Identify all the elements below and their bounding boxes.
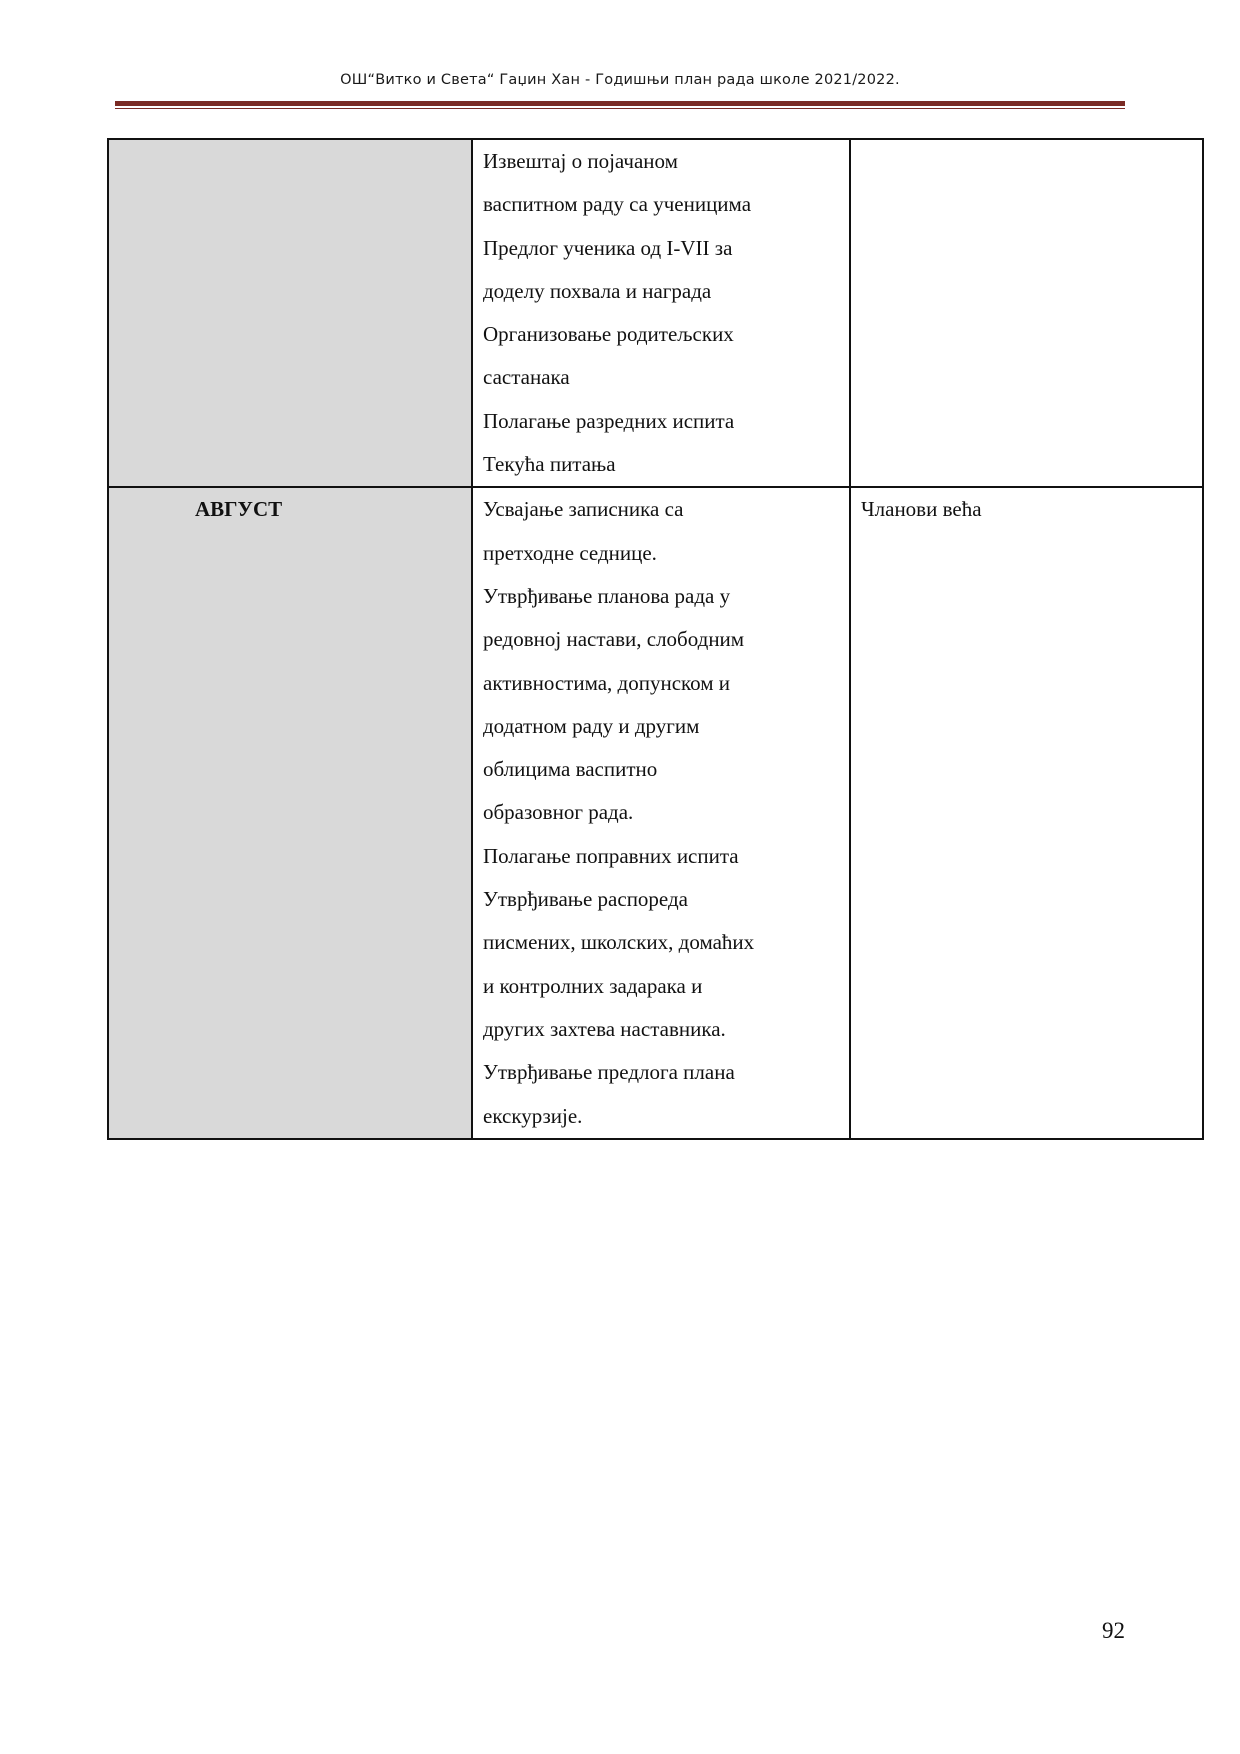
agenda-line: додатном раду и другим [483,713,700,738]
agenda-line: Утврђивање планова рада у [483,583,731,608]
agenda-line: активностима, допунском и [483,670,731,695]
table-row [108,487,1203,1138]
members-label: Чланови већа [861,497,982,522]
agenda-line: доделу похвала и награда [483,278,712,303]
page-number: 92 [1102,1618,1125,1643]
agenda-line: писмених, школских, домаћих [483,930,755,955]
agenda-line: Полагање разредних испита [483,408,735,433]
agenda-line: Полагање поправних испита [483,843,739,868]
agenda-line: Организовање родитељских [483,322,734,347]
agenda-line: Предлог ученика од I-VII за [483,235,733,260]
agenda-line: редовној настави, слободним [483,627,745,652]
month-label: АВГУСТ [195,497,283,522]
agenda-line: васпитном раду са ученицима [483,192,752,217]
agenda-line: састанака [483,365,570,390]
members-cell [850,139,1203,487]
header-rule [115,101,1125,106]
month-cell [108,487,472,1138]
page-header: ОШ“Витко и Света“ Гаџин Хан - Годишњи план рада школе 2021/2022. [340,72,900,88]
agenda-line: Извештај о појачаном [483,149,678,173]
agenda-line: образовног рада. [483,800,634,825]
agenda-line: облицима васпитно [483,757,658,782]
month-cell [108,139,472,487]
agenda-line: Утврђивање распореда [483,887,688,912]
members-cell [850,487,1203,1138]
agenda-line: претходне седнице. [483,540,657,565]
agenda-cell [472,139,850,487]
plan-table [107,138,1204,1140]
table-row [108,139,1203,487]
agenda-line: екскурзије. [483,1103,583,1128]
agenda-line: Усвајање записника са [483,497,684,522]
agenda-line: других захтева наставника. [483,1016,726,1041]
agenda-line: Текућа питања [483,452,616,477]
header-rule-thin [115,108,1125,109]
agenda-cell [472,487,850,1138]
agenda-line: и контролних задарака и [483,973,703,998]
agenda-line: Утврђивање предлога плана [483,1060,735,1085]
